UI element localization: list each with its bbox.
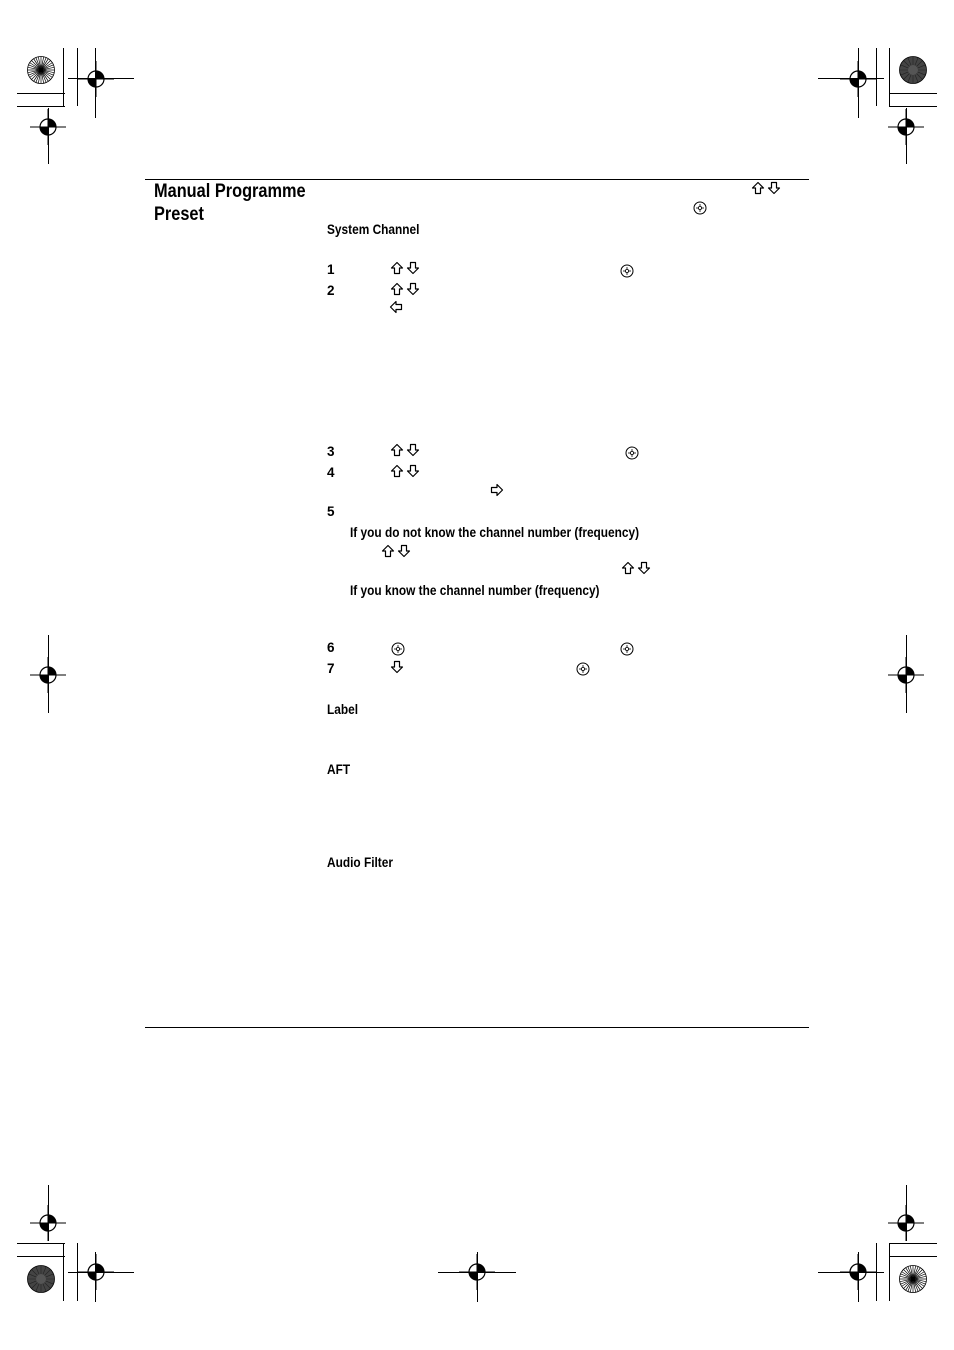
step-number: 6 [327,640,335,655]
registration-mark-icon [76,59,116,99]
crop-hairline [906,108,907,164]
subheading-known-channel: If you know the channel number (frequency) [350,583,600,598]
up-arrow-icon [751,181,765,195]
crop-hairline [477,1252,478,1302]
ok-button-icon [391,642,405,656]
down-arrow-icon [406,464,420,478]
crop-hairline [95,48,96,118]
page-title [154,180,306,226]
ok-button-icon [625,446,639,460]
ok-button-icon [620,264,634,278]
down-arrow-icon [406,443,420,457]
bottom-rule [145,1027,809,1028]
color-dial-icon [898,1264,928,1294]
step-number: 2 [327,283,335,298]
up-arrow-icon [390,464,404,478]
crop-hairline [48,108,49,164]
subheading-unknown-channel: If you do not know the channel number (frequency) [350,525,640,540]
up-arrow-icon [390,282,404,296]
step-number: 1 [327,262,335,277]
ok-button-icon [620,642,634,656]
crop-hairline [906,1185,907,1241]
crop-hairline [438,1272,516,1273]
left-arrow-icon [389,300,403,314]
crop-hairline [68,1272,134,1273]
section-heading-audio-filter: Audio Filter [327,855,393,870]
up-arrow-icon [390,261,404,275]
section-heading-system-channel: System Channel [327,222,420,237]
step-number: 7 [327,661,335,676]
crop-hairline [48,635,49,713]
step-number: 3 [327,444,335,459]
crop-hairline [48,1185,49,1241]
color-dial-icon [26,1264,56,1294]
section-heading-label: Label [327,702,359,717]
section-heading-aft: AFT [327,762,351,777]
crop-hairline [818,78,884,79]
crop-hairline [818,1272,884,1273]
up-arrow-icon [381,544,395,558]
crop-hairline [68,78,134,79]
color-dial-icon [26,55,56,85]
step-number: 4 [327,465,335,480]
page-title-line1: Manual Programme [154,181,306,202]
down-arrow-icon [637,561,651,575]
crop-hairline [858,1252,859,1302]
up-arrow-icon [390,443,404,457]
down-arrow-icon [767,181,781,195]
right-arrow-icon [490,483,504,497]
ok-button-icon [693,201,707,215]
step-number: 5 [327,504,335,519]
ok-button-icon [576,662,590,676]
crop-hairline [906,635,907,713]
crop-hairline [95,1252,96,1302]
down-arrow-icon [390,660,404,674]
down-arrow-icon [397,544,411,558]
down-arrow-icon [406,261,420,275]
up-arrow-icon [621,561,635,575]
color-dial-icon [898,55,928,85]
page-title-line2: Preset [154,204,204,225]
crop-hairline [858,48,859,118]
down-arrow-icon [406,282,420,296]
